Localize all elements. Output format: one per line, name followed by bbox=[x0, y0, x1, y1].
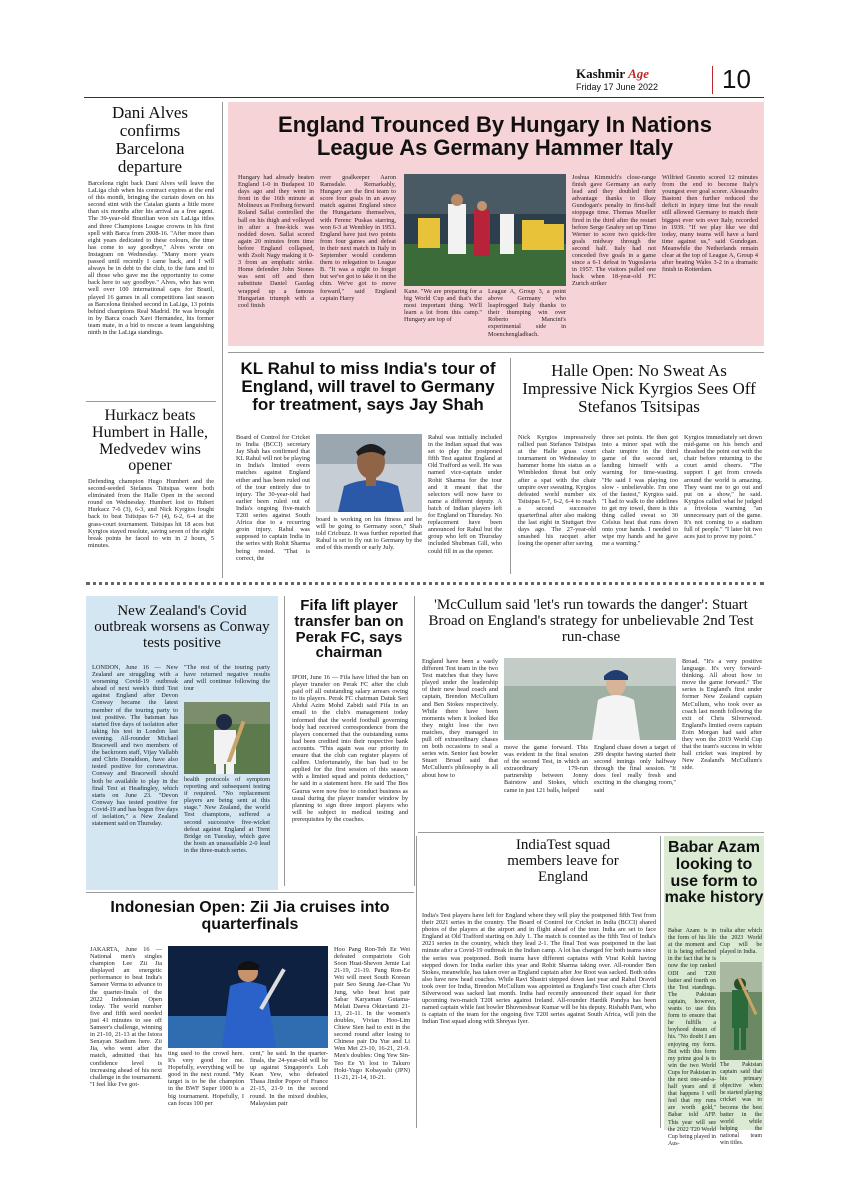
england-hungary-headline: England Trounced By Hungary In Nations League As Germany Hammer Italy bbox=[278, 112, 712, 161]
england-hungary-col2: over goalkeeper Aaron Ramsdale. Remarkably, Hungary are the first team to score four goals in an away match against England since the Hungarians themselves, with Ferenc Puskas starring, won 6-3 at Wembley in 1953. England have just two points from four games and defeat in their next match in Italy in September would condemn them to relegation to League B. "It was a night to forget but we've got to take it on the chin. We've got to move forward," said England captain Harry bbox=[320, 174, 396, 302]
babar-azam-col2: tralia after which the 2023 World Cup will be played in India. bbox=[720, 928, 762, 956]
kl-rahul-col1: Board of Control for Cricket in India (BCCI) secretary Jay Shah has confirmed that KL Rahul will not be playing in India's limited overs matches against England either and has been ruled out of the tour entirely due to injury. The 30-year-old had earlier been ruled out of India's ongoing five-match T20I series against South Africa due to a recurring groin injury. Rahul was supposed to captain India in the series with Rohit Sharma being rested. "That is correct, the bbox=[236, 434, 310, 562]
logo-kashmir: Kashmir bbox=[576, 66, 625, 81]
mccullum-col3: England chase down a target of 299 despite having started their second innings only halfway through the final session. "It does feel really fresh and exciting in the changing room," said bbox=[594, 744, 676, 794]
new-zealand-col1: LONDON, June 16 — New Zealand are struggling with a worsening Covid-19 outbreak ahead of next week's third Test against England after Devon Conway became the latest member of the touring party to test positive. The batsman has started five days of isolation after taking his test in London last evening. All-rounder Michael Bracewell and two members of the backroom staff, Vijay Vallabh and Chris Donaldson, have also tested positive for coronavirus. Conway and Bracewell should both be available to play in the final Test at Headingley, which starts on June 23. "Devon Conway has tested positive for Covid-19 and has begun five days of isolation," a New Zealand statement said on Thursday. bbox=[92, 664, 178, 828]
fifa-headline: Fifa lift player transfer ban on Perak FC, says chairman bbox=[294, 597, 404, 662]
india-test-body: India's Test players have left for England where they will play the postponed fifth Test from their 2021 series in the country. The Board of Control for Cricket in India (BCCI) shared photos of the players at the airport and in flight ahead of the tour. India are set to face England at Old Trafford starting on July 1. The match is counted as the fifth Test of India's 2021 series in the country, which they lead 2-1. The final Test was postponed in the last minute after a Covid-19 outbreak in the Indian camp. A lot has changed for both teams since the series was postponed. Both teams have different captains with Virat Kohli having stepped down for India earlier this year and Rohit Sharma taking over. All-rounder Ben Stokes, meanwhile, has taken over as England captain after Joe Root was sacked. Both sides also have new head coaches. While Ravi Shastri stepped down last year and Rahul Dravid took over for India, Brendon McCullum was appointed as England's Test coach after Chris Silverwood was sacked last month. India had recently announced their squad for their upcoming two-match T20I series against Ireland. All-rounder Hardik Pandya has been named captain while fast bowler Bhuvneshwar Kumar will be his deputy. Rishabh Pant, who is captain of the team for the ongoing five T20I series against South Africa, will join the Indian Test squad along with Shreyas Iyer. bbox=[422, 912, 656, 1026]
kl-rahul-photo bbox=[316, 434, 422, 512]
dani-alves-body: Barcelona right back Dani Alves will leave the LaLiga club when his contract expires at the end of this month, bringing the curtain down on his second stint with the Catalan giants a little more than six months after his arrival as a free agent. The 39-year-old Brazilian won six LaLiga titles and three Champions League crowns in his first spell with Barca from 2008-16. "After more than eight years dedicated to these colours, the time has come to say goodbye," Alves wrote on Instagram on Wednesday. "Many more years passed until recently I came back, and I will always be in debt to the club, to the fans and to all those who gave me the opportunity to come back here to say goodbye." Alves, who has won well over 100 international caps for Brazil, played 16 games in all competitions last season as Barcelona finished second in LaLiga, 13 points behind champions Real Madrid. He was brought in by Barca coach Xavi Hernandez, his former team mate, in a bid to rescue a team languishing ninth in the LaLiga standings. bbox=[88, 180, 214, 336]
england-hungary-col4: League A, Group 3, a point above Germany who leapfrogged Italy thanks to their thumping win over Roberto Mancini's experimental side in Moenchengladbach. bbox=[488, 288, 566, 338]
england-hungary-col6: Wilfried Gnonto scored 12 minutes from the end to become Italy's youngest ever goal scorer. Alessandro Bastoni then further reduced the deficit in injury time but the result still allowed Germany to match their biggest ever win over Italy, recorded in 1939. "If we play like we did today, many teams will have a hard time against us," said Gundogan. Meanwhile the Netherlands remain clear at the top of League A, Group 4 after beating Wales 3-2 in a dramatic finish in Rotterdam. bbox=[662, 174, 758, 274]
fifa-body: IPOH, June 16 — Fifa have lifted the ban on player transfer on Perak FC after the club paid off all outstanding salary arrears owing to its players. Perak FC chairman Datuk Seri Abdul Azim Mohd Zabidi said Fifa in an email to the club's management today informed that the world football governing body had received correspondence from the players concerned that the outstanding sums had been credited into their respective bank accounts. "This again was our priority to ensure that the club can register players of calibre. Unfortunately, the ban had to be applied for the first session of this season with a limited squad and points deduction," he said in a statement here. He said The Bos Gaurus were now free to conduct business as usual during the player transfer window by planning to sign three import players who will be subject to medical testing and prerequisites by the coaches. bbox=[292, 674, 408, 823]
indonesian-open-headline: Indonesian Open: Zii Jia cruises into quarterfinals bbox=[110, 899, 390, 933]
masthead-date: Friday 17 June 2022 bbox=[576, 82, 659, 92]
new-zealand-col2b: health protocols of symptom reporting and subsequent testing if required. "No replacement players are being sent at this stage." New Zealand, the world Test champions, suffered a second successive five-wicket defeat against England at Trent Bridge on Tuesday, which gave the hosts an unassailable 2-0 lead in the three-match series. bbox=[184, 776, 270, 854]
mccullum-col4: Broad. "It's a very positive language. It's very forward-thinking. All about how to move the game forward." The series is England's first under former New Zealand captain McCullum, who took over as coach last month following the exit of Chris Silverwood. England's limited overs captain Eoin Morgan had said after they won the 2019 World Cup that the team's success in white ball cricket was inspired by New Zealand's McCullum's side. bbox=[682, 658, 762, 772]
england-hungary-col1: Hungary had already beaten England 1-0 in Budapest 10 days ago and they went in front in the 16th minute at Molineux as Freiburg forward Roland Sallai controlled the ball on his thigh and volleyed in after a free-kick was nodded down. Sallai scored again 20 minutes from time before England collapsed, with Zsolt Nagy making it 0-3 from an emphatic strike. Home defender John Stones was sent off and then substitute Daniel Gazdag wrapped up a famous Hungarian triumph with a cool finish bbox=[238, 174, 314, 309]
hurkacz-headline: Hurkacz beats Humbert in Halle, Medvedev wins opener bbox=[92, 407, 208, 475]
halle-col1: Nick Kyrgios impressively rallied past Stefanos Tsitsipas at the Halle grass court tournament on Wednesday to hammer home his status as a Wimbledon threat but only after a spat with the chair umpire over sweating. Kyrgios defeated world number six Tsitsipas 6-7, 6-2, 6-4 to reach a second successive quarterfinal after also making the last eight in Stuttgart five days ago. The 27-year-old smashed his racquet after losing the opener after saving bbox=[518, 434, 596, 548]
babar-image bbox=[720, 962, 762, 1060]
indonesian-col1: JAKARTA, June 16 — National men's singles champion Lee Zii Jia displayed an energetic performance to beat India's Sameer Verma to advance to the quarter-finals of the 2022 Indonesian Open today. The world number five and fifth seed needed just 41 minutes to see off Sameer's challenge, winning in 21-10, 21-13 at the Istora Senayan Stadium here. Zii Jia, who went after the match, admitted that his confidence level is increasing ahead of his next challenge in the tournament. "I feel like I've got- bbox=[90, 946, 162, 1088]
zii-jia-image bbox=[168, 946, 328, 1048]
indonesian-col2: ting used to the crowd here. It's very good for me. Hopefully, everything will be good in the next round. "My target is to be the champion in the BWF Super 1000 is a big tournament. Hopefully, I can focus 100 per bbox=[168, 1050, 244, 1107]
new-zealand-headline: New Zealand's Covid outbreak worsens as Conway tests positive bbox=[94, 603, 270, 651]
logo-age: Age bbox=[628, 66, 650, 81]
kl-rahul-col2: board is working on his fitness and he will be going to Germany soon," Shah told Cricbuzz. It was further reported that Rahul is set to fly out to Germany by the end of this month or early July. bbox=[316, 516, 422, 552]
dani-alves-headline: Dani Alves confirms Barcelona departure bbox=[111, 103, 189, 176]
conway-image bbox=[184, 702, 270, 774]
kl-rahul-image bbox=[316, 434, 422, 512]
halle-headline: Halle Open: No Sweat As Impressive Nick Kyrgios Sees Off Stefanos Tsitsipas bbox=[522, 361, 756, 416]
masthead-logo bbox=[576, 66, 696, 82]
mccullum-col2: move the game forward. This was evident in the final session of the second Test, in which an extraordinary 179-run partnership between Jonny Bairstow and Stokes, which came in just 121 balls, helped bbox=[504, 744, 588, 794]
indonesian-col4: Hoo Pang Ron-Teh Ee Wei defeated compatriots Goh Soon Huat-Shevon Jemie Lai 21-19, 21-19. Pang Ron-Ee Wei will meet South Korean pair Seo Seung Jae-Chae Yu Jung, who beat host pair Sabar Karyaman Gutama-Melati Daeva Oktavianti 21-13, 21-11. In the women's doubles, Vivian Hoo-Lim Chiew Sien had to exit in the second round after losing to Chinese pair Du Yue and Li Wen Mei 23-10, 16-21, 21-9. Men's doubles: Ong Yew Sin-Teo Ee Yi lost to Takuro Hoki-Yugo Kobayashi (JPN) 11-21, 21-14, 10-21. bbox=[334, 946, 410, 1081]
england-hungary-photo bbox=[404, 174, 566, 286]
conway-photo bbox=[184, 702, 270, 774]
babar-azam-headline: Babar Azam looking to use form to make history bbox=[664, 839, 764, 907]
halle-col3: Kyrgios immediately set down mid-game on his bench and thrashed the point out with the chair before returning to the court amid cheers. "The support I get from crowds around the world is amazing. They want me to go out and put on a show," he said. Kyrgios called what he judged a frivolous warning "an unnecessary part of the game. It's not coming to a stadium full of people." "I later hit two aces just to prove my point." bbox=[684, 434, 762, 541]
hurkacz-body: Defending champion Hugo Humbert and the second-seeded Stefanos Tsitsipas were both eliminated from the Halle Open in the second round on Wednesday. Humbert lost to Hubert Hurkacz 7-6 (3), 6-3, and Nick Kyrgios fought back to beat Tsitsipas 6-7 (4), 6-2, 6-4 at the grass-court tournament. Tsitsipas hit 18 aces but Kyrgios stayed resolute, saving seven of the eight break points he faced to win in 2 hours, 5 minutes. bbox=[88, 478, 214, 549]
broad-image bbox=[504, 658, 676, 740]
mccullum-headline: 'McCullum said 'let's run towards the danger': Stuart Broad on England's strategy for unbelievable 2nd Test run-chase bbox=[428, 597, 754, 645]
zii-jia-photo bbox=[168, 946, 328, 1048]
kl-rahul-headline: KL Rahul to miss India's tour of England, will travel to Germany for treatment, says Jay Shah bbox=[240, 359, 496, 414]
indonesian-col3: cent," he said. In the quarter-finals, the 24-year-old will be up against Singapore's Loh Kean Yew, who defeated Thasa Jindor Popov of France 21-15, 21-9 in the second round. In the mixed doubles, Malaysian pair bbox=[250, 1050, 328, 1107]
broad-photo bbox=[504, 658, 676, 740]
new-zealand-col2a: "The rest of the touring party have returned negative results and will continue following the tour bbox=[184, 664, 270, 693]
page-number: 10 bbox=[722, 64, 751, 94]
india-test-headline: IndiaTest squad members leave for England bbox=[507, 837, 619, 885]
mccullum-col1: England have been a vastly different Test team in the two Test matches that they have played under the leadership of their new head coach and captain, Brendon McCullum and Ben Stokes respectively. While there have been moments when it looked like they might lose the two matches, they managed to pull off extraordinary chases on both occasions to seal a series win. Senior fast bowler Stuart Broad said that McCullum's philosophy is all about how to bbox=[422, 658, 498, 779]
england-hungary-col3: Kane. "We are preparing for a big World Cup and that's the most important thing. We'll learn a lot from this camp." Hungary are top of bbox=[404, 288, 482, 324]
babar-azam-col3: The Pakistan captain said that his primary objective when he started playing cricket was to become the best batter in the world while helping the national team win titles. bbox=[720, 1062, 762, 1147]
halle-col2: three set points. He then got into a minor spat with the chair umpire in the third game of the second set, landing himself with a warning for time-wasting. "He said I was playing too slow - unbelievable. I'm one of the fastest," Kyrgios said. "I had to walk to the sidelines to get my towel, there is this thing called sweat so 30 Celsius heat that runs down onto your hands. I needed to wipe my hands and he gave me a warning." bbox=[602, 434, 678, 548]
england-hungary-col5: Joshua Kimmich's close-range finish gave Germany an early lead and they doubled their advantage thanks to Ilkay Gundogan's penalty in first-half stoppage time. Thomas Mueller fired in the third after the restart before Serge Gnabry set up Timo Werner to score two quick-fire goals midway through the second half. Italy had not conceded five goals in a game since a 6-1 defeat in Yugoslavia in 1957. The visitors pulled one back when 18-year-old FC Zurich striker bbox=[572, 174, 656, 288]
match-scene-image bbox=[404, 174, 566, 286]
babar-photo bbox=[720, 962, 762, 1060]
babar-azam-col1: Babar Azam is in the form of his life at the moment and it is being reflected in the fact that he is now the top ranked ODI and T20I batter and fourth on the Test standings. The Pakistan captain, however, wants to use this form to ensure that he fulfills a boyhood dream of his. "No doubt I am enjoying my form. But with this form my prime goal is to win the two World Cups for Pakistan in the next one-and-a-half years and if that happens I will feel that my runs are worth gold," Babar told AFP. This year will see the 2022 T20 World Cup being played in Aus- bbox=[668, 928, 716, 1147]
kl-rahul-col3: Rahul was initially included in the Indian squad that was set to play the postponed fifth Test against England at Old Trafford as well. He was named vice-captain under Rohit Sharma for the tour and it meant that the selectors will now have to name a different deputy. A batch of Indian players left for England on Thursday. No replacement have been announced for Rahul but the group who left on Thursday included Shubman Gill, who could fill in as the opener. bbox=[428, 434, 502, 555]
